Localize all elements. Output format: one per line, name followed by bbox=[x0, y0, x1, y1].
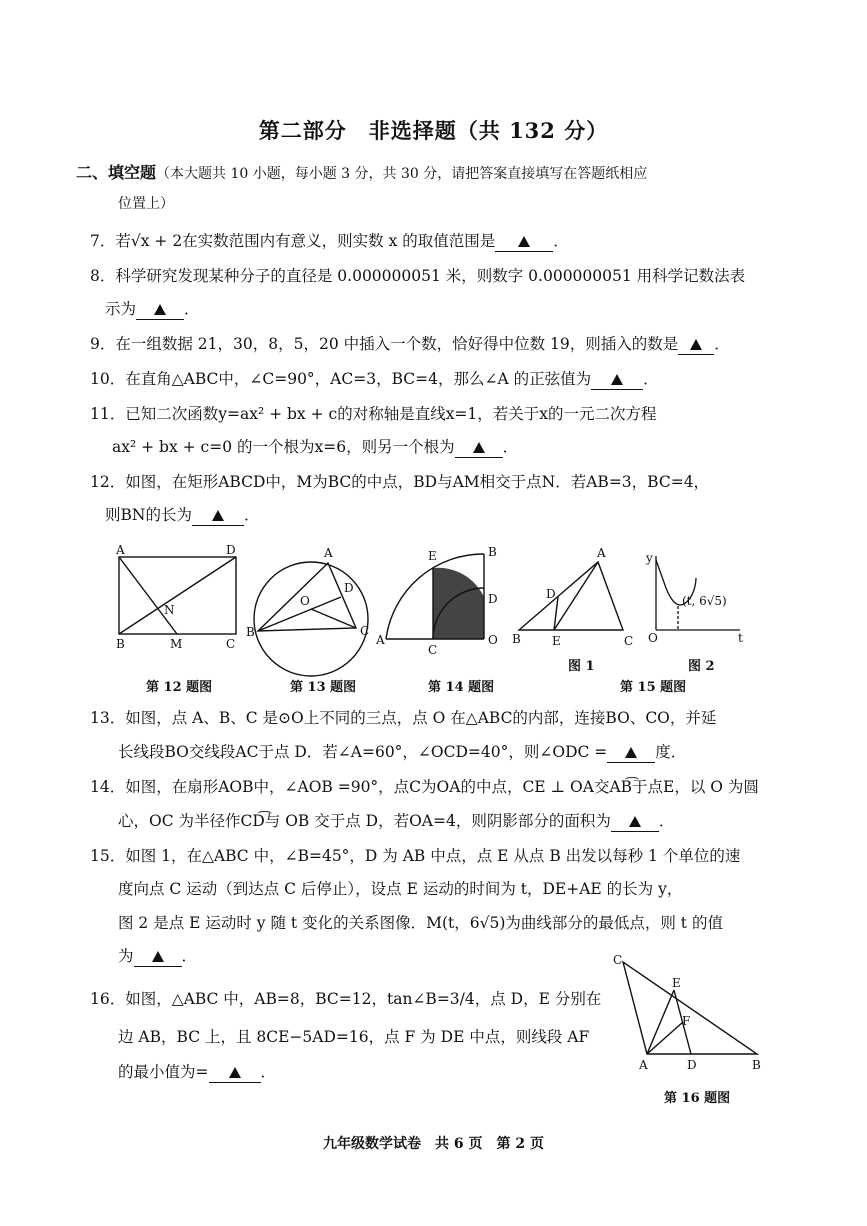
question-15-text: 为 bbox=[118, 947, 134, 965]
answer-blank bbox=[591, 369, 643, 390]
answer-blank bbox=[136, 299, 184, 320]
page-footer: 九年级数学试卷 共 6 页 第 2 页 bbox=[323, 1136, 544, 1152]
question-8-text: 示为 bbox=[105, 300, 137, 318]
f12-label-m: M bbox=[170, 637, 183, 651]
question-16-line2: 边 AB，BC 上，且 8CE−5AD=16，点 F 为 DE 中点，则线段 AF bbox=[118, 1028, 590, 1046]
segment-am bbox=[119, 557, 177, 634]
triangle-abc bbox=[519, 562, 623, 630]
answer-triangle-icon bbox=[152, 951, 164, 962]
question-14-text: 心，OC 为半径作CD͡与 OB 交于点 D，若OA=4，则阴影部分的面积为 bbox=[118, 812, 611, 830]
f14-label-b: B bbox=[488, 545, 497, 559]
answer-triangle-icon bbox=[625, 747, 637, 758]
question-12-line2: 则BN的长为 ． bbox=[105, 506, 260, 524]
f16-label-e: E bbox=[672, 976, 681, 990]
f16-label-d: D bbox=[687, 1058, 697, 1072]
answer-triangle-icon bbox=[473, 442, 485, 453]
f15-label-b: B bbox=[512, 632, 521, 646]
f16-label-b: B bbox=[752, 1058, 761, 1072]
answer-blank bbox=[134, 946, 182, 967]
caption-15-fig2: 图 2 bbox=[688, 659, 715, 674]
answer-triangle-icon bbox=[154, 304, 166, 315]
f15-label-e: E bbox=[552, 634, 561, 648]
f13-label-o: O bbox=[300, 594, 310, 608]
answer-blank bbox=[209, 1062, 261, 1083]
f15b-label-point: (t, 6√5) bbox=[682, 594, 727, 608]
caption-15: 第 15 题图 bbox=[620, 680, 687, 695]
f14-label-c: C bbox=[428, 643, 438, 657]
answer-triangle-icon bbox=[690, 339, 702, 350]
f16-label-c: C bbox=[613, 953, 623, 967]
section-note-2: 位置上） bbox=[118, 196, 174, 212]
question-10-text: 10．在直角△ABC中，∠C=90°，AC=3，BC=4，那么∠A 的正弦值为 bbox=[90, 370, 592, 388]
answer-triangle-icon bbox=[518, 236, 530, 247]
question-8: 8．科学研究发现某种分子的直径是 0.000000051 米，则数字 0.000000051 用科学记数法表 bbox=[90, 267, 746, 285]
f14-label-d: D bbox=[488, 592, 498, 606]
answer-triangle-icon bbox=[212, 510, 224, 521]
shaded-region bbox=[433, 568, 484, 639]
question-16-text: 的最小值为= bbox=[118, 1063, 209, 1081]
caption-12: 第 12 题图 bbox=[146, 680, 213, 695]
answer-blank bbox=[611, 811, 659, 832]
question-7-text: 7．若√x + 2在实数范围内有意义，则实数 x 的取值范围是 bbox=[90, 232, 496, 250]
question-13: 13．如图，点 A、B、C 是⊙O上不同的三点，点 O 在△ABC的内部，连接BO、CO，并延 bbox=[90, 709, 717, 727]
caption-15-fig1: 图 1 bbox=[568, 659, 595, 674]
f15b-label-y: y bbox=[646, 551, 653, 565]
question-14: 14．如图，在扇形AOB中，∠AOB =90°，点C为OA的中点，CE ⊥ OA交AB͡于点E，以 O 为圆 bbox=[90, 778, 759, 796]
f14-label-e: E bbox=[428, 549, 437, 563]
section-heading: 二、填空题 bbox=[76, 163, 157, 182]
question-9: 9．在一组数据 21，30，8，5，20 中插入一个数，恰好得中位数 19，则插入的数是 ． bbox=[90, 335, 730, 353]
curve-line-part bbox=[656, 560, 666, 588]
f13-label-c: C bbox=[360, 624, 370, 638]
question-16: 16．如图，△ABC 中，AB=8，BC=12，tan∠B=3/4，点 D，E 分别在 bbox=[90, 990, 602, 1008]
question-8-line2: 示为 ． bbox=[105, 300, 200, 318]
section-note: （本大题共 10 小题，每小题 3 分，共 30 分，请把答案直接填写在答题纸相应 bbox=[156, 166, 648, 182]
segment-ae bbox=[554, 562, 598, 630]
figure-15-2 bbox=[656, 556, 740, 630]
answer-blank bbox=[495, 231, 553, 252]
figure-16 bbox=[600, 950, 780, 1110]
f12-label-a: A bbox=[116, 543, 125, 557]
f13-label-a: A bbox=[324, 546, 333, 560]
figure-13 bbox=[254, 562, 368, 676]
caption-14: 第 14 题图 bbox=[428, 680, 495, 695]
question-15-line4: 为 ． bbox=[118, 947, 198, 965]
segment-bd bbox=[119, 557, 236, 634]
f12-label-d: D bbox=[226, 543, 236, 557]
answer-triangle-icon bbox=[629, 816, 641, 827]
segment-ae bbox=[647, 990, 674, 1054]
f12-label-c: C bbox=[226, 637, 236, 651]
f15b-label-o: O bbox=[648, 631, 658, 645]
answer-triangle-icon bbox=[229, 1067, 241, 1078]
question-13-unit: 度． bbox=[655, 743, 687, 761]
f12-label-b: B bbox=[116, 637, 125, 651]
f13-label-d: D bbox=[344, 581, 354, 595]
question-10: 10．在直角△ABC中，∠C=90°，AC=3，BC=4，那么∠A 的正弦值为 ． bbox=[90, 370, 659, 388]
f15-label-c: C bbox=[624, 634, 634, 648]
question-15-line2: 度向点 C 运动（到达点 C 后停止），设点 E 运动的时间为 t，DE+AE 的长为 y， bbox=[118, 880, 683, 898]
figure-14 bbox=[386, 554, 484, 639]
answer-blank bbox=[678, 334, 714, 355]
question-7: 7．若√x + 2在实数范围内有意义，则实数 x 的取值范围是 ． bbox=[90, 232, 569, 250]
question-13-line2 bbox=[118, 742, 686, 763]
f16-label-a: A bbox=[639, 1058, 648, 1072]
question-9-text: 9．在一组数据 21，30，8，5，20 中插入一个数，恰好得中位数 19，则插入的数是 bbox=[90, 335, 679, 353]
question-11-line2: ax² + bx + c=0 的一个根为x=6，则另一个根为 ． bbox=[112, 438, 519, 456]
question-15: 15．如图 1，在△ABC 中，∠B=45°，D 为 AB 中点，点 E 从点 B 出发以每秒 1 个单位的速 bbox=[90, 847, 741, 865]
question-12-text: 则BN的长为 bbox=[105, 506, 192, 524]
f14-label-a: A bbox=[376, 633, 385, 647]
answer-blank bbox=[455, 437, 503, 458]
answer-triangle-icon bbox=[611, 374, 623, 385]
f15b-label-t: t bbox=[738, 631, 743, 645]
f12-label-n: N bbox=[164, 603, 175, 617]
caption-16: 第 16 题图 bbox=[664, 1091, 731, 1106]
f15-label-a: A bbox=[597, 546, 606, 560]
f14-label-o: O bbox=[488, 633, 498, 647]
question-12: 12．如图，在矩形ABCD中，M为BC的中点，BD与AM相交于点N．若AB=3，BC=4， bbox=[90, 473, 710, 491]
figure-12 bbox=[119, 557, 236, 634]
question-11-text: ax² + bx + c=0 的一个根为x=6，则另一个根为 bbox=[112, 438, 455, 456]
question-15-line3: 图 2 是点 E 运动时 y 随 t 变化的关系图像．M(t，6√5)为曲线部分的最低点，则 t 的值 bbox=[118, 914, 723, 932]
f15-label-d: D bbox=[546, 587, 556, 601]
part-title: 第二部分 非选择题（共 132 分） bbox=[258, 118, 609, 143]
caption-13: 第 13 题图 bbox=[290, 680, 357, 695]
question-13-text: 长线段BO交线段AC于点 D．若∠A=60°，∠OCD=40°，则∠ODC = bbox=[118, 743, 608, 761]
section-note-line2 bbox=[118, 193, 174, 213]
section-header bbox=[76, 160, 647, 183]
question-11: 11．已知二次函数y=ax² + bx + c的对称轴是直线x=1，若关于x的一元二次方程 bbox=[90, 405, 657, 423]
f16-label-f: F bbox=[682, 1014, 691, 1028]
segment-af bbox=[647, 1022, 683, 1054]
question-14-line2: 心，OC 为半径作CD͡与 OB 交于点 D，若OA=4，则阴影部分的面积为 ． bbox=[118, 812, 675, 830]
figure-15-1 bbox=[519, 562, 623, 630]
question-16-line3: 的最小值为= ． bbox=[118, 1063, 277, 1081]
answer-blank bbox=[192, 505, 244, 526]
f13-label-b: B bbox=[246, 625, 255, 639]
answer-blank bbox=[607, 742, 655, 763]
triangle-abc bbox=[623, 962, 757, 1054]
